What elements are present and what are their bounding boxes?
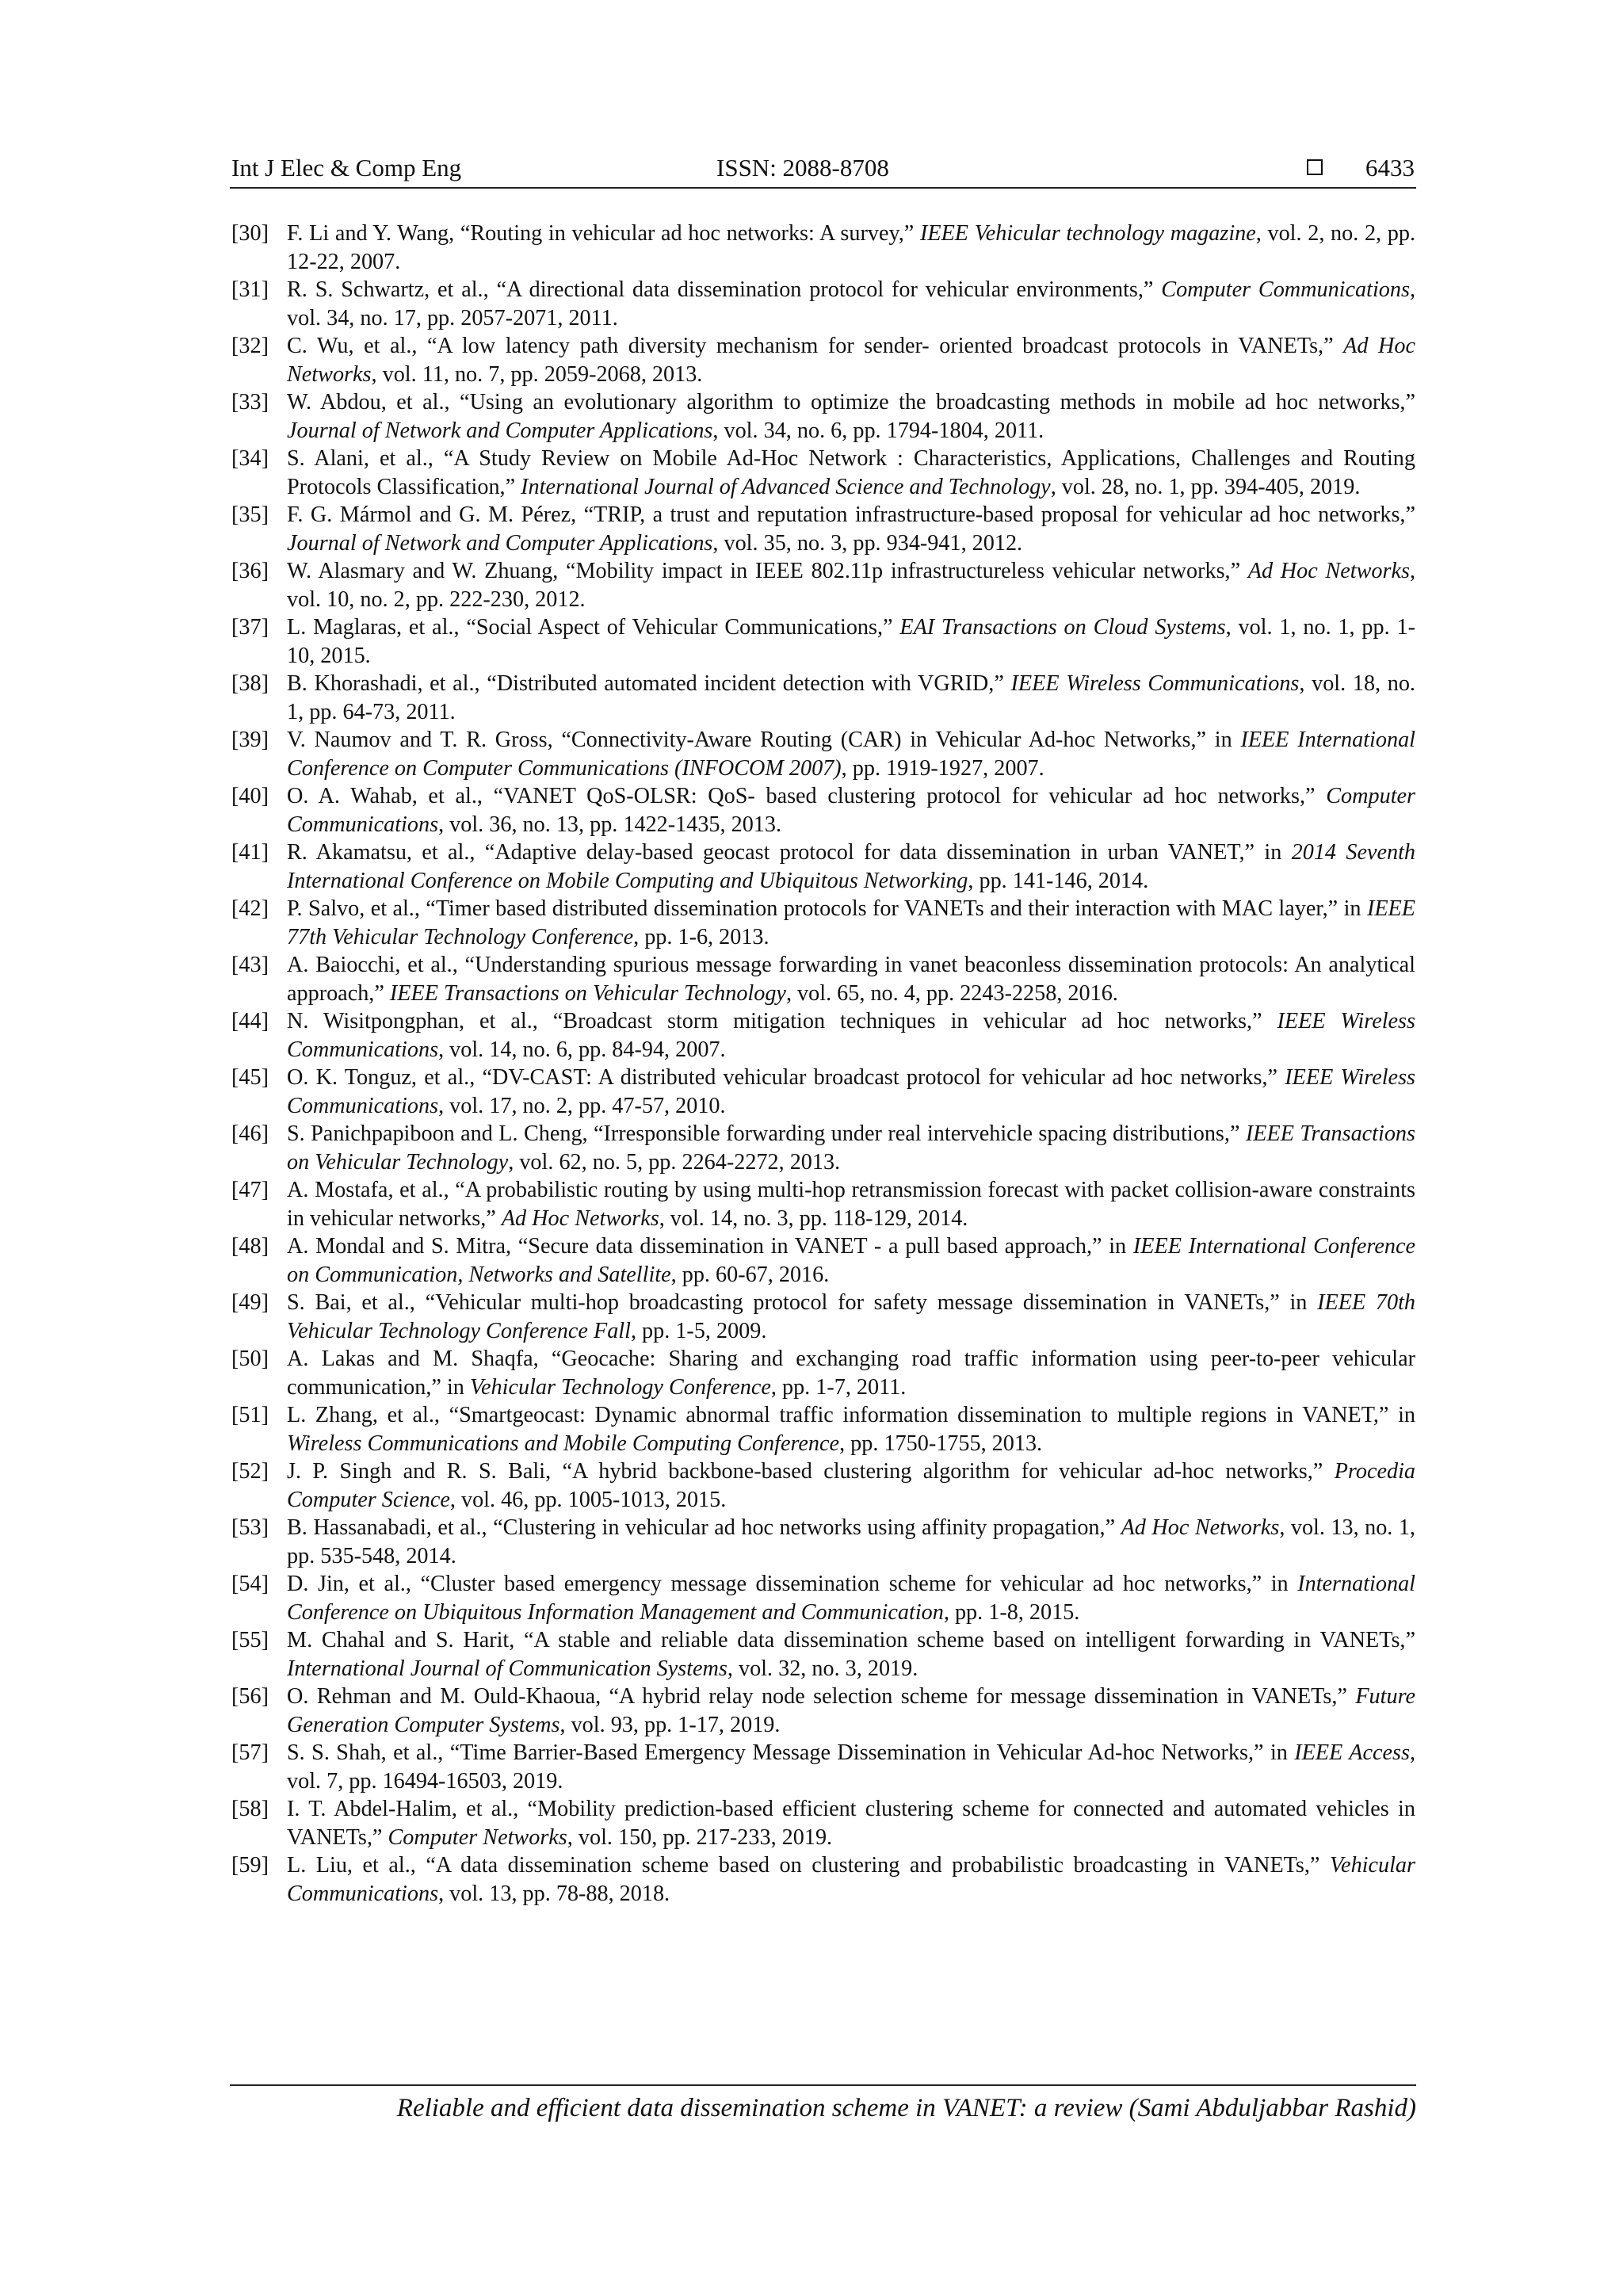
reference-venue: IEEE Access <box>1294 1740 1410 1765</box>
reference-text <box>287 839 1415 895</box>
page-footer <box>230 2084 1416 2123</box>
reference-text <box>287 1401 1415 1457</box>
reference-number: [55] <box>231 1628 269 1652</box>
reference-authors-title: I. T. Abdel-Halim, et al., “Mobility prediction-based efficient clustering scheme for connected and automated vehicles in VANETs,” <box>287 1797 1415 1850</box>
reference-item <box>231 839 1415 895</box>
reference-authors-title: S. Alani, et al., “A Study Review on Mobile Ad-Hoc Network : Characteristics, Applications, Challenges and Routing Protocols Classification,” <box>287 446 1415 499</box>
reference-number: [56] <box>231 1684 269 1709</box>
issn: ISSN: 2088-8708 <box>716 154 889 181</box>
reference-number: [45] <box>231 1065 269 1090</box>
reference-details: , vol. 1, no. 1, pp. 1-10, 2015. <box>287 615 1415 668</box>
reference-item <box>231 501 1415 557</box>
reference-item <box>231 1289 1415 1345</box>
reference-authors-title: F. Li and Y. Wang, “Routing in vehicular ad hoc networks: A survey,” <box>287 221 920 246</box>
reference-venue: Computer Communications <box>287 784 1415 837</box>
reference-number: [34] <box>231 446 269 471</box>
reference-venue: Journal of Network and Computer Applications <box>287 530 713 556</box>
reference-number: [46] <box>231 1121 269 1146</box>
reference-authors-title: S. Panichpapiboon and L. Cheng, “Irresponsible forwarding under real intervehicle spacing distributions,” <box>287 1121 1246 1146</box>
reference-text <box>287 276 1415 332</box>
reference-text <box>287 782 1415 839</box>
reference-details: , vol. 7, pp. 16494-16503, 2019. <box>287 1740 1415 1794</box>
reference-text <box>287 501 1415 557</box>
reference-authors-title: L. Maglaras, et al., “Social Aspect of Vehicular Communications,” <box>287 615 900 640</box>
reference-text <box>287 613 1415 670</box>
reference-text <box>287 388 1415 445</box>
reference-details: , vol. 32, no. 3, 2019. <box>727 1656 918 1681</box>
reference-text <box>287 1176 1415 1232</box>
reference-details: , vol. 62, no. 5, pp. 2264-2272, 2013. <box>508 1149 841 1175</box>
reference-authors-title: A. Mondal and S. Mitra, “Secure data dissemination in VANET - a pull based approach,” in <box>287 1234 1133 1259</box>
reference-number: [36] <box>231 559 269 583</box>
reference-details: , vol. 11, no. 7, pp. 2059-2068, 2013. <box>371 361 703 387</box>
reference-item <box>231 1514 1415 1570</box>
reference-details: , vol. 13, no. 1, pp. 535-548, 2014. <box>287 1515 1415 1568</box>
reference-number: [54] <box>231 1572 269 1596</box>
reference-item <box>231 388 1415 445</box>
reference-item <box>231 557 1415 613</box>
reference-text <box>287 332 1415 388</box>
checkbox-square-icon <box>1307 159 1323 175</box>
reference-text <box>287 220 1415 276</box>
reference-venue: IEEE Wireless Communications <box>287 1009 1415 1062</box>
reference-venue: International Journal of Communication Systems <box>287 1656 727 1681</box>
reference-text <box>287 1851 1415 1908</box>
reference-text <box>287 1064 1415 1120</box>
reference-number: [43] <box>231 953 269 977</box>
reference-authors-title: O. Rehman and M. Ould-Khaoua, “A hybrid relay node selection scheme for message dissemination in VANETs,” <box>287 1684 1356 1709</box>
reference-details: , vol. 46, pp. 1005-1013, 2015. <box>449 1487 727 1512</box>
reference-details: , vol. 34, no. 6, pp. 1794-1804, 2011. <box>712 418 1044 443</box>
reference-item <box>231 1739 1415 1795</box>
reference-details: , pp. 1-7, 2011. <box>770 1374 907 1400</box>
reference-item <box>231 1683 1415 1739</box>
reference-text <box>287 670 1415 726</box>
reference-number: [58] <box>231 1797 269 1821</box>
reference-text <box>287 1232 1415 1289</box>
reference-details: , pp. 1-6, 2013. <box>633 924 769 949</box>
reference-authors-title: A. Mostafa, et al., “A probabilistic routing by using multi-hop retransmission forecast with packet collision-aware constraints in vehicular networks,” <box>287 1178 1415 1231</box>
reference-details: , vol. 14, no. 3, pp. 118-129, 2014. <box>659 1205 968 1231</box>
reference-item <box>231 1120 1415 1176</box>
reference-number: [59] <box>231 1853 269 1878</box>
reference-details: , vol. 34, no. 17, pp. 2057-2071, 2011. <box>287 277 1415 330</box>
reference-item <box>231 1007 1415 1064</box>
reference-details: , pp. 1-5, 2009. <box>630 1318 767 1343</box>
reference-authors-title: R. Akamatsu, et al., “Adaptive delay-based geocast protocol for data dissemination in urban VANET,” in <box>287 840 1292 865</box>
reference-number: [42] <box>231 896 269 921</box>
reference-venue: IEEE Wireless Communications <box>287 1065 1416 1118</box>
reference-details: , vol. 65, no. 4, pp. 2243-2258, 2016. <box>785 980 1118 1006</box>
reference-authors-title: S. S. Shah, et al., “Time Barrier-Based Emergency Message Dissemination in Vehicular Ad-hoc Networks,” in <box>287 1740 1295 1765</box>
reference-details: , pp. 1750-1755, 2013. <box>839 1431 1043 1456</box>
reference-authors-title: F. G. Mármol and G. M. Pérez, “TRIP, a trust and reputation infrastructure-based proposal for vehicular ad hoc networks,” <box>287 502 1415 527</box>
reference-item <box>231 1064 1415 1120</box>
reference-venue: EAI Transactions on Cloud Systems <box>899 615 1226 640</box>
reference-authors-title: V. Naumov and T. R. Gross, “Connectivity-Aware Routing (CAR) in Vehicular Ad-hoc Networks,” in <box>287 728 1241 752</box>
reference-text <box>287 1626 1415 1683</box>
reference-venue: IEEE International Conference on Computer Communications (INFOCOM 2007) <box>287 728 1415 781</box>
reference-number: [40] <box>231 784 269 808</box>
journal-name: Int J Elec & Comp Eng <box>231 154 462 181</box>
reference-details: , vol. 36, no. 13, pp. 1422-1435, 2013. <box>438 812 782 837</box>
reference-authors-title: O. A. Wahab, et al., “VANET QoS-OLSR: QoS- based clustering protocol for vehicular ad hoc networks,” <box>287 784 1327 808</box>
reference-details: , vol. 13, pp. 78-88, 2018. <box>438 1881 670 1906</box>
reference-details: , vol. 2, no. 2, pp. 12-22, 2007. <box>287 221 1415 274</box>
reference-number: [37] <box>231 615 269 640</box>
reference-venue: International Conference on Ubiquitous Information Management and Communication <box>287 1572 1415 1625</box>
reference-authors-title: A. Baiocchi, et al., “Understanding spurious message forwarding in vanet beaconless dissemination protocols: An analytical approach,” <box>287 953 1415 1006</box>
reference-item <box>231 951 1415 1007</box>
reference-item <box>231 726 1415 782</box>
reference-venue: Future Generation Computer Systems <box>287 1684 1415 1737</box>
reference-authors-title: M. Chahal and S. Harit, “A stable and reliable data dissemination scheme based on intelligent forwarding in VANETs,” <box>287 1628 1415 1652</box>
reference-text <box>287 951 1415 1007</box>
reference-item <box>231 670 1415 726</box>
reference-authors-title: W. Abdou, et al., “Using an evolutionary algorithm to optimize the broadcasting methods in mobile ad hoc networks,” <box>287 390 1415 415</box>
reference-venue: IEEE Wireless Communications <box>1010 671 1300 696</box>
reference-number: [51] <box>231 1403 269 1427</box>
reference-details: , pp. 1919-1927, 2007. <box>841 755 1044 781</box>
reference-number: [32] <box>231 334 269 358</box>
reference-text <box>287 557 1415 613</box>
reference-number: [33] <box>231 390 269 415</box>
reference-number: [47] <box>231 1178 269 1202</box>
reference-details: , vol. 93, pp. 1-17, 2019. <box>559 1712 781 1737</box>
reference-text <box>287 1457 1415 1514</box>
reference-item <box>231 1401 1415 1457</box>
reference-item <box>231 1176 1415 1232</box>
reference-text <box>287 1345 1415 1401</box>
reference-text <box>287 1514 1415 1570</box>
reference-details: , vol. 18, no. 1, pp. 64-73, 2011. <box>287 671 1415 724</box>
reference-text <box>287 1289 1415 1345</box>
reference-number: [44] <box>231 1009 269 1033</box>
reference-number: [49] <box>231 1290 269 1315</box>
reference-details: , vol. 28, no. 1, pp. 394-405, 2019. <box>1050 474 1361 499</box>
reference-venue: Ad Hoc Networks <box>287 334 1416 387</box>
reference-venue: Computer Networks <box>388 1824 567 1850</box>
reference-authors-title: B. Hassanabadi, et al., “Clustering in vehicular ad hoc networks using affinity propagation,” <box>287 1515 1121 1540</box>
page-header <box>230 152 1416 189</box>
reference-number: [38] <box>231 671 269 696</box>
reference-authors-title: P. Salvo, et al., “Timer based distributed dissemination protocols for VANETs and their interaction with MAC layer,” in <box>287 896 1367 921</box>
reference-venue: IEEE Transactions on Vehicular Technology <box>287 1121 1415 1175</box>
reference-authors-title: R. S. Schwartz, et al., “A directional data dissemination protocol for vehicular environments,” <box>287 277 1162 302</box>
reference-details: , vol. 10, no. 2, pp. 222-230, 2012. <box>287 559 1415 612</box>
reference-number: [31] <box>231 277 269 302</box>
reference-item <box>231 613 1415 670</box>
reference-number: [50] <box>231 1347 269 1371</box>
reference-authors-title: J. P. Singh and R. S. Bali, “A hybrid backbone-based clustering algorithm for vehicular ad-hoc networks,” <box>287 1459 1335 1484</box>
reference-item <box>231 220 1415 276</box>
reference-number: [35] <box>231 502 269 527</box>
reference-details: , vol. 150, pp. 217-233, 2019. <box>567 1824 833 1850</box>
reference-text <box>287 445 1415 501</box>
reference-number: [53] <box>231 1515 269 1540</box>
reference-authors-title: A. Lakas and M. Shaqfa, “Geocache: Sharing and exchanging road traffic information using peer-to-peer vehicular communication,” in <box>287 1347 1415 1400</box>
reference-item <box>231 1626 1415 1683</box>
reference-text <box>287 1120 1415 1176</box>
reference-details: , vol. 17, no. 2, pp. 47-57, 2010. <box>438 1093 726 1118</box>
reference-text <box>287 1795 1415 1851</box>
page-number: 6433 <box>1365 154 1415 181</box>
running-title: Reliable and efficient data dissemination scheme in VANET: a review (Sami Abduljabbar Rashid) <box>396 2094 1416 2122</box>
reference-details: , vol. 14, no. 6, pp. 84-94, 2007. <box>438 1037 726 1062</box>
reference-venue: IEEE International Conference on Communication, Networks and Satellite <box>287 1234 1415 1287</box>
reference-list <box>231 220 1415 1908</box>
reference-details: , pp. 141-146, 2014. <box>968 868 1149 893</box>
reference-authors-title: O. K. Tonguz, et al., “DV-CAST: A distributed vehicular broadcast protocol for vehicular ad hoc networks,” <box>287 1065 1285 1090</box>
reference-item <box>231 1570 1415 1626</box>
reference-venue: International Journal of Advanced Science and Technology <box>521 474 1051 499</box>
reference-number: [30] <box>231 221 269 246</box>
reference-text <box>287 1683 1415 1739</box>
reference-details: , pp. 60-67, 2016. <box>670 1262 830 1287</box>
reference-venue: Ad Hoc Networks <box>1121 1515 1280 1540</box>
reference-number: [57] <box>231 1740 269 1765</box>
reference-venue: Vehicular Communications <box>287 1853 1415 1906</box>
reference-item <box>231 1851 1415 1908</box>
reference-text <box>287 1570 1415 1626</box>
reference-authors-title: B. Khorashadi, et al., “Distributed automated incident detection with VGRID,” <box>287 671 1011 696</box>
reference-venue: IEEE Transactions on Vehicular Technology <box>389 980 786 1006</box>
reference-item <box>231 1345 1415 1401</box>
reference-text <box>287 1739 1415 1795</box>
reference-venue: Vehicular Technology Conference <box>469 1374 771 1400</box>
reference-authors-title: C. Wu, et al., “A low latency path diversity mechanism for sender- oriented broadcast protocols in VANETs,” <box>287 334 1344 358</box>
reference-text <box>287 1007 1415 1064</box>
reference-text <box>287 726 1415 782</box>
reference-venue: IEEE 77th Vehicular Technology Conference <box>287 896 1415 949</box>
reference-authors-title: L. Liu, et al., “A data dissemination scheme based on clustering and probabilistic broadcasting in VANETs,” <box>287 1853 1330 1878</box>
reference-item <box>231 782 1415 839</box>
reference-venue: Ad Hoc Networks <box>1247 559 1410 583</box>
reference-item <box>231 445 1415 501</box>
reference-item <box>231 1232 1415 1289</box>
reference-venue: IEEE 70th Vehicular Technology Conference Fall <box>287 1290 1415 1343</box>
reference-venue: IEEE Vehicular technology magazine <box>919 221 1256 246</box>
reference-authors-title: L. Zhang, et al., “Smartgeocast: Dynamic abnormal traffic information dissemination to multiple regions in VANET,” in <box>287 1403 1415 1427</box>
reference-authors-title: N. Wisitpongphan, et al., “Broadcast storm mitigation techniques in vehicular ad hoc networks,” <box>287 1009 1277 1033</box>
reference-item <box>231 895 1415 951</box>
reference-number: [41] <box>231 840 269 865</box>
reference-text <box>287 895 1415 951</box>
reference-authors-title: S. Bai, et al., “Vehicular multi-hop broadcasting protocol for safety message dissemination in VANETs,” in <box>287 1290 1318 1315</box>
reference-venue: Procedia Computer Science <box>287 1459 1415 1512</box>
reference-venue: Wireless Communications and Mobile Computing Conference <box>287 1431 840 1456</box>
reference-number: [52] <box>231 1459 269 1484</box>
reference-venue: 2014 Seventh International Conference on Mobile Computing and Ubiquitous Networking <box>287 840 1415 893</box>
reference-details: , vol. 35, no. 3, pp. 934-941, 2012. <box>712 530 1023 556</box>
reference-number: [48] <box>231 1234 269 1259</box>
reference-item <box>231 1795 1415 1851</box>
reference-authors-title: W. Alasmary and W. Zhuang, “Mobility impact in IEEE 802.11p infrastructureless vehicular networks,” <box>287 559 1248 583</box>
reference-venue: Journal of Network and Computer Applications <box>287 418 713 443</box>
reference-item <box>231 332 1415 388</box>
reference-item <box>231 1457 1415 1514</box>
reference-item <box>231 276 1415 332</box>
reference-venue: Computer Communications <box>1161 277 1410 302</box>
reference-venue: Ad Hoc Networks <box>501 1205 659 1231</box>
reference-details: , pp. 1-8, 2015. <box>943 1599 1080 1625</box>
reference-authors-title: D. Jin, et al., “Cluster based emergency message dissemination scheme for vehicular ad hoc networks,” in <box>287 1572 1298 1596</box>
reference-number: [39] <box>231 728 269 752</box>
